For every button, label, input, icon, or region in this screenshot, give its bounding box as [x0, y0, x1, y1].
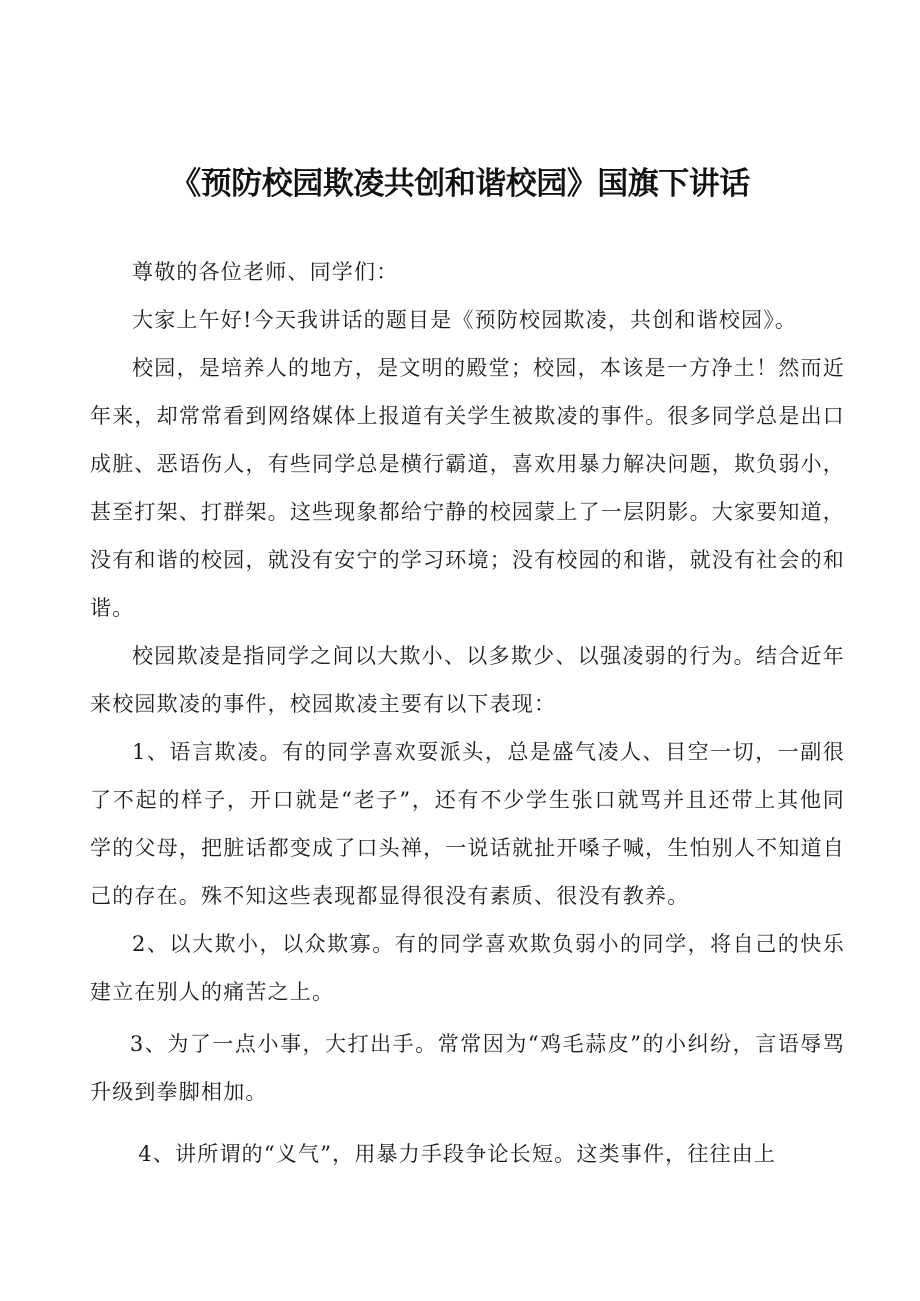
- paragraph-item-1: 1、语言欺凌。有的同学喜欢耍派头，总是盛气凌人、目空一切，一副很了不起的样子，开口就是“老子”，还有不少学生张口就骂并且还带上其他同学的父母，把脏话都变成了口头禅，一说话就扯开嗓子喊，生怕别人不知道自己的存在。殊不知这些表现都显得很没有素质、很没有教养。: [90, 740, 845, 908]
- paragraph-item-4: 4、讲所谓的“义气”，用暴力手段争论长短。这类事件，往往由上: [138, 1142, 777, 1166]
- document-body: [90, 248, 845, 1178]
- document-title: 《预防校园欺凌共创和谐校园》国旗下讲话: [170, 166, 750, 202]
- paragraph-item-3: 3、为了一点小事，大打出手。常常因为“鸡毛蒜皮”的小纠纷，言语辱骂升级到拳脚相加。: [90, 1032, 845, 1104]
- paragraph-greeting: 大家上午好!今天我讲话的题目是《预防校园欺凌，共创和谐校园》。: [132, 308, 798, 332]
- paragraph-item-2: 2、以大欺小，以众欺寡。有的同学喜欢欺负弱小的同学，将自己的快乐建立在别人的痛苦之上。: [90, 932, 845, 1004]
- paragraph-salutation: 尊敬的各位老师、同学们：: [132, 260, 399, 284]
- paragraph-campus-intro: 校园，是培养人的地方，是文明的殿堂；校园，本该是一方净土！然而近年来，却常常看到网络媒体上报道有关学生被欺凌的事件。很多同学总是出口成脏、恶语伤人，有些同学总是横行霸道，喜欢用暴力解决问题，欺负弱小，甚至打架、打群架。这些现象都给宁静的校园蒙上了一层阴影。大家要知道，没有和谐的校园，就没有安宁的学习环境；没有校园的和谐，就没有社会的和谐。: [90, 356, 845, 620]
- paragraph-bullying-definition: 校园欺凌是指同学之间以大欺小、以多欺少、以强凌弱的行为。结合近年来校园欺凌的事件，校园欺凌主要有以下表现：: [90, 644, 845, 716]
